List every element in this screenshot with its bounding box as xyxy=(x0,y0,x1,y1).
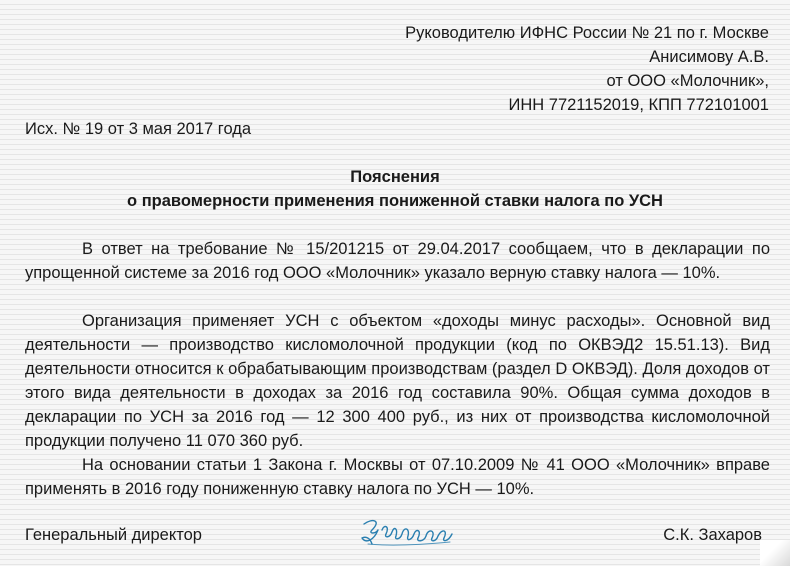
outgoing-reference: Исх. № 19 от 3 мая 2017 года xyxy=(25,120,252,138)
body-paragraph-1-text: В ответ на требование № 15/201215 от 29.04.2017 сообщаем, что в декларации по упрощенной системе за 2016 год ООО «Молочник» указало верную ставку налога — 10%. xyxy=(25,240,770,282)
body-paragraph-2 xyxy=(25,309,770,453)
body-paragraph-3 xyxy=(25,453,770,501)
signatory-position: Генеральный директор xyxy=(25,526,202,544)
signatory-name: С.К. Захаров xyxy=(663,526,762,544)
handwritten-signature xyxy=(358,514,458,554)
page-corner-curl xyxy=(760,540,790,566)
body-paragraph-1 xyxy=(25,237,770,285)
addressee-line-2: Анисимову А.В. xyxy=(649,48,769,66)
document-subtitle: о правомерности применения пониженной ставки налога по УСН xyxy=(127,192,663,210)
addressee-line-3: от ООО «Молочник», xyxy=(606,72,769,90)
addressee-line-1: Руководителю ИФНС России № 21 по г. Москве xyxy=(405,24,769,42)
body-paragraph-3-text: На основании статьи 1 Закона г. Москвы от 07.10.2009 № 41 ООО «Молочник» вправе применять в 2016 году пониженную ставку налога по УСН — 10%. xyxy=(25,456,770,498)
document-title: Пояснения xyxy=(350,168,440,186)
body-paragraph-2-text: Организация применяет УСН с объектом «доходы минус расходы». Основной вид деятельности — производство кисломолочной продукции (код по ОКВЭД2 15.51.13). Вид деятельности относится к обрабатывающим производствам (раздел D ОКВЭД). Доля доходов от этого вида деятельности в доходах за 2016 год составила 90%. Общая сумма доходов в декларации по УСН за 2016 год — 12 300 400 руб., из них от производства кисломолочной продукции получено 11 070 360 руб. xyxy=(25,312,770,450)
addressee-line-4: ИНН 7721152019, КПП 772101001 xyxy=(508,96,769,114)
